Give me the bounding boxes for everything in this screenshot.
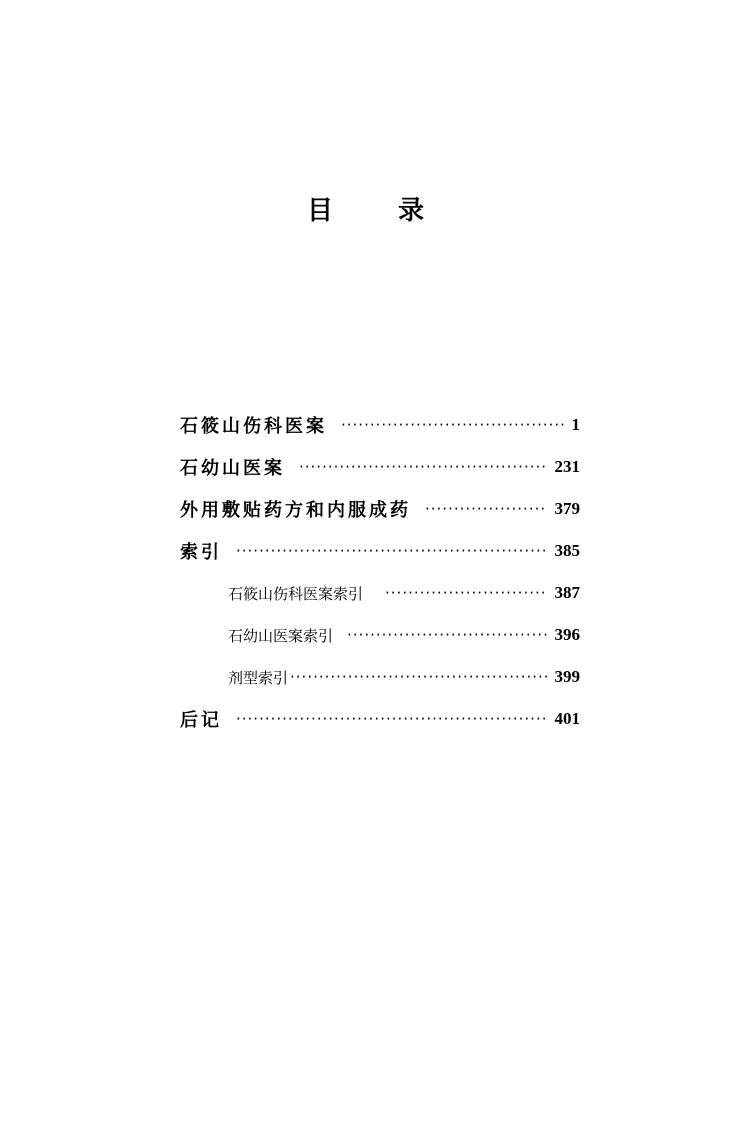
toc-entry-afterword[interactable]: [180, 698, 580, 740]
toc-entry-label: 石幼山医案: [180, 458, 285, 479]
toc-entry-label: 外用敷贴药方和内服成药: [180, 500, 411, 521]
toc-entry-dosage-form-index[interactable]: [180, 656, 580, 698]
toc-page-number: 1: [571, 415, 580, 434]
toc-entry-external-prescriptions[interactable]: [180, 488, 580, 530]
toc-entry-label: 后记: [180, 710, 222, 731]
dot-leader: [347, 626, 546, 644]
toc-entry-index[interactable]: [180, 530, 580, 572]
dot-leader: [425, 500, 547, 518]
toc-page-number: 399: [554, 667, 580, 686]
toc-entry-label: 石筱山伤科医案: [180, 416, 327, 437]
toc-page-number: 379: [554, 499, 580, 518]
toc-entry-shiyoushan-index[interactable]: [180, 614, 580, 656]
toc-entry-label: 剂型索引: [228, 668, 289, 687]
page-title: 目 录: [306, 196, 453, 226]
toc-page-number: 387: [554, 583, 580, 602]
table-of-contents: [180, 404, 580, 740]
toc-entry-label: 石幼山医案索引: [228, 626, 334, 645]
toc-entry-shixiaoshan-index[interactable]: [180, 572, 580, 614]
toc-page-number: 231: [554, 457, 580, 476]
toc-entry-label: 索引: [180, 542, 222, 563]
dot-leader: [236, 542, 547, 560]
dot-leader: [236, 710, 547, 728]
dot-leader: [385, 584, 546, 602]
toc-page-number: 401: [554, 709, 580, 728]
toc-entry-shixiaoshan-cases[interactable]: [180, 404, 580, 446]
dot-leader: [341, 416, 564, 434]
dot-leader: [290, 668, 546, 686]
toc-entry-label: 石筱山伤科医案索引: [228, 584, 364, 603]
dot-leader: [299, 458, 547, 476]
toc-page-number: 385: [554, 541, 580, 560]
toc-entry-shiyoushan-cases[interactable]: [180, 446, 580, 488]
toc-page-number: 396: [554, 625, 580, 644]
